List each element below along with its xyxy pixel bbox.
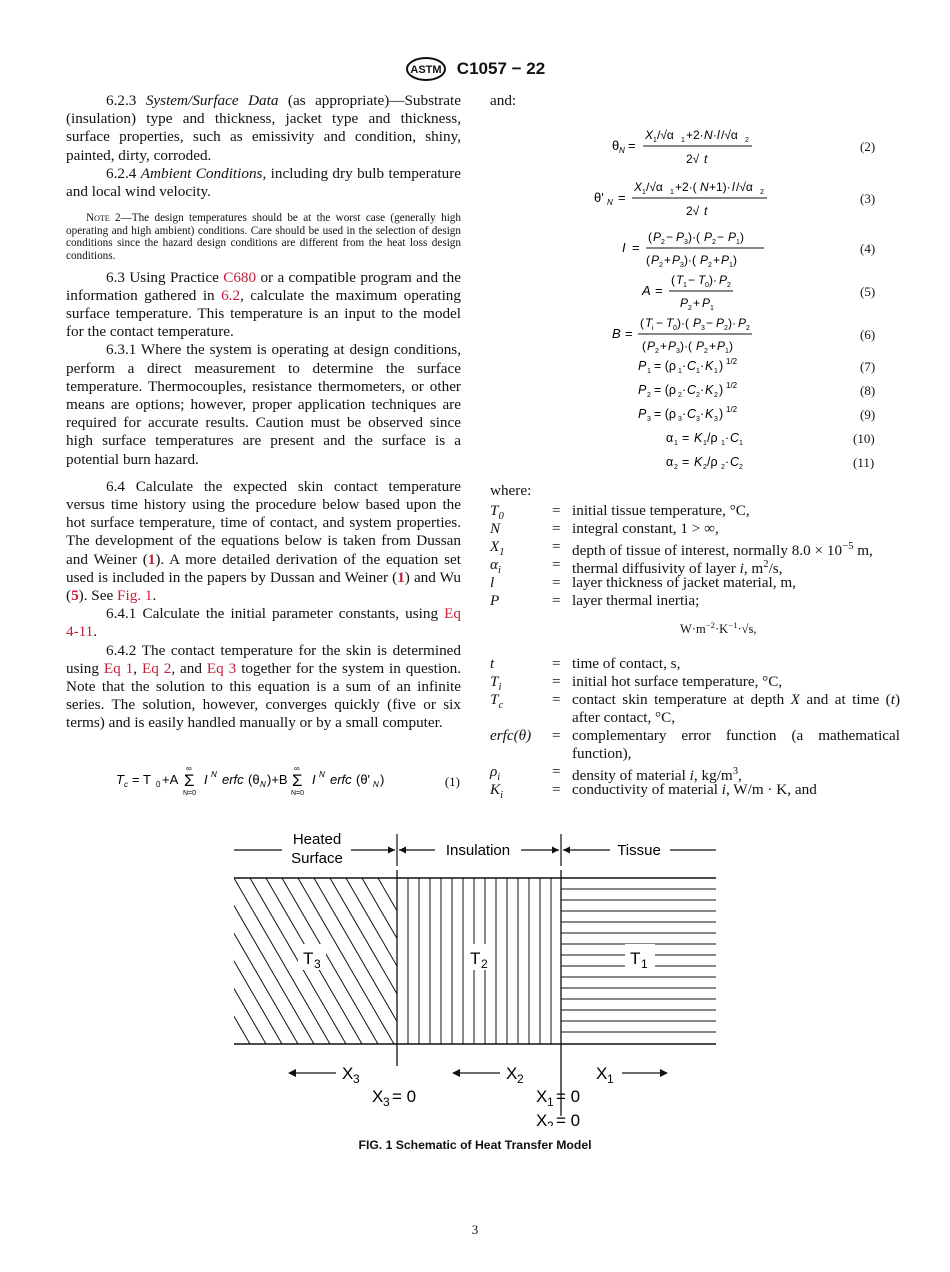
svg-text:3: 3 xyxy=(353,1072,360,1086)
svg-text:): ) xyxy=(733,253,737,267)
svg-text:P: P xyxy=(704,230,713,244)
svg-text:2: 2 xyxy=(704,348,708,355)
svg-text:P: P xyxy=(638,383,647,397)
equation-number-4: (4) xyxy=(860,241,876,256)
svg-text:1: 1 xyxy=(674,440,678,447)
svg-text:P: P xyxy=(668,339,677,353)
svg-text:N=0: N=0 xyxy=(183,790,197,796)
link-section-6-2[interactable]: 6.2 xyxy=(221,286,241,304)
equation-4 xyxy=(622,230,764,269)
svg-text:X: X xyxy=(536,1111,548,1126)
svg-text:P: P xyxy=(651,253,660,267)
svg-text:K: K xyxy=(694,455,703,469)
svg-text:(: ( xyxy=(642,339,646,353)
svg-text:3: 3 xyxy=(676,348,680,355)
svg-text:=: = xyxy=(632,240,640,255)
svg-text:C: C xyxy=(687,359,697,373)
svg-text:0: 0 xyxy=(673,325,677,332)
svg-text:): ) xyxy=(719,383,724,397)
svg-text:2: 2 xyxy=(647,392,651,399)
svg-text:K: K xyxy=(694,431,703,445)
document-id: C1057 − 22 xyxy=(456,59,546,78)
svg-text:·: · xyxy=(725,431,730,445)
svg-text:·: · xyxy=(682,359,687,373)
svg-text:1: 1 xyxy=(729,262,733,269)
svg-text:2√: 2√ xyxy=(686,204,700,218)
svg-text:θ': θ' xyxy=(594,190,604,205)
svg-text:2: 2 xyxy=(724,325,728,332)
svg-text:=: = xyxy=(628,138,636,153)
heat-transfer-schematic xyxy=(230,826,720,1126)
svg-text:P: P xyxy=(638,359,647,373)
equation-3 xyxy=(594,180,767,218)
svg-text:)·(: )·( xyxy=(688,230,700,244)
and-label: and: xyxy=(490,92,517,109)
svg-text:X: X xyxy=(596,1064,608,1083)
svg-text:P: P xyxy=(717,339,726,353)
svg-text:/ρ: /ρ xyxy=(707,431,718,445)
svg-text:t: t xyxy=(704,204,708,218)
svg-text:P: P xyxy=(738,316,747,330)
svg-text:3: 3 xyxy=(714,416,718,423)
svg-text:): ) xyxy=(740,230,744,244)
ref-1[interactable]: 1 xyxy=(147,550,156,568)
svg-text:1: 1 xyxy=(721,440,725,447)
svg-text:P: P xyxy=(728,230,737,244)
svg-text:1/2: 1/2 xyxy=(726,381,738,390)
svg-text:+2·: +2· xyxy=(686,128,704,142)
equation-5 xyxy=(641,273,733,312)
svg-text:Σ: Σ xyxy=(292,771,303,790)
svg-text:2: 2 xyxy=(712,239,716,246)
svg-text:2: 2 xyxy=(745,137,749,144)
svg-text:·: · xyxy=(700,383,705,397)
equation-2 xyxy=(612,128,752,166)
svg-text:1: 1 xyxy=(607,1072,614,1086)
svg-text:N: N xyxy=(319,770,325,779)
svg-text:2: 2 xyxy=(688,305,692,312)
svg-text:P: P xyxy=(721,253,730,267)
equations-2-11 xyxy=(490,118,900,523)
svg-text:−: − xyxy=(688,273,696,287)
svg-text:ASTM: ASTM xyxy=(410,64,442,76)
svg-text:P: P xyxy=(638,407,647,421)
svg-text:2: 2 xyxy=(746,325,750,332)
svg-text:=: = xyxy=(625,326,633,341)
svg-text:= T: = T xyxy=(132,772,151,787)
svg-text:X: X xyxy=(372,1087,384,1106)
svg-text:2: 2 xyxy=(696,392,700,399)
svg-text:·: · xyxy=(682,407,687,421)
svg-text:+A: +A xyxy=(162,772,179,787)
svg-text:T: T xyxy=(470,949,481,968)
def-row-tc: $T_c$ = contact skin temperature at depth X and at time (t) after contact, °C, xyxy=(490,691,900,726)
link-eq-3[interactable]: Eq 3 xyxy=(206,659,237,677)
left-column xyxy=(66,92,461,733)
svg-text:= (ρ: = (ρ xyxy=(654,359,677,373)
svg-text:2: 2 xyxy=(678,392,682,399)
svg-text:T: T xyxy=(645,316,653,330)
svg-text:P: P xyxy=(702,296,711,310)
svg-text:A: A xyxy=(642,283,651,298)
svg-text:I: I xyxy=(622,240,626,255)
thermal-inertia-units: $W\cdot m^{-2}\cdot K^{-1}\cdot√s$, xyxy=(680,620,757,637)
svg-text:P: P xyxy=(647,339,656,353)
svg-text:α: α xyxy=(666,455,674,469)
svg-text:=: = xyxy=(618,190,626,205)
svg-text:)+B: )+B xyxy=(267,772,288,787)
svg-text:3: 3 xyxy=(696,416,700,423)
svg-text:l: l xyxy=(732,180,735,194)
svg-text:−: − xyxy=(706,316,714,330)
svg-text:I: I xyxy=(312,772,316,787)
page-header xyxy=(0,56,950,82)
paragraph-6-3-1: 6.3.1 Where the system is operating at design conditions, perform a direct measurement to determine the surface temperature. Thermocouples, resistance thermometers, or other means are options; however, proper application techniques are required for accurate results. Caution must be observed since high surface temperatures are present and the surface is a potential burn hazard. xyxy=(66,341,461,468)
svg-text:2: 2 xyxy=(708,262,712,269)
svg-text:1: 1 xyxy=(653,137,657,144)
svg-text:): ) xyxy=(380,772,385,787)
svg-text:T: T xyxy=(630,949,641,968)
svg-text:−: − xyxy=(717,230,725,244)
svg-text:·: · xyxy=(700,359,705,373)
svg-text:X: X xyxy=(506,1064,518,1083)
svg-text:2√: 2√ xyxy=(686,152,700,166)
equation-1-formula xyxy=(112,762,412,796)
svg-text:erfc: erfc xyxy=(330,772,352,787)
page-number: 3 xyxy=(471,1222,479,1237)
svg-text:T: T xyxy=(666,316,674,330)
svg-text:t: t xyxy=(704,152,708,166)
svg-text:1/2: 1/2 xyxy=(726,357,738,366)
figure-1 xyxy=(230,826,720,1126)
svg-text:2: 2 xyxy=(674,464,678,471)
svg-text:= (ρ: = (ρ xyxy=(654,407,677,421)
paragraph-6-2-4: 6.2.4 Ambient Conditions, including dry bulb temperature and local wind velocity. xyxy=(66,164,462,201)
svg-text:C: C xyxy=(687,407,697,421)
svg-text:X: X xyxy=(342,1064,354,1083)
svg-text:+1)·: +1)· xyxy=(709,180,731,194)
svg-text:(: ( xyxy=(671,273,675,287)
svg-text:=: = xyxy=(682,431,690,445)
equation-number-7: (7) xyxy=(860,359,876,374)
svg-text:+: + xyxy=(664,253,672,267)
equations-block xyxy=(490,118,900,523)
svg-text:C: C xyxy=(687,383,697,397)
svg-text:)·: )· xyxy=(728,316,736,330)
svg-text:Σ: Σ xyxy=(184,771,195,790)
equation-number-3: (3) xyxy=(860,191,876,206)
svg-text:P: P xyxy=(693,316,702,330)
svg-text:N: N xyxy=(704,128,713,142)
svg-text:∞: ∞ xyxy=(186,764,192,773)
svg-text:2: 2 xyxy=(703,464,707,471)
svg-text:/√α: /√α xyxy=(646,180,663,194)
equation-11 xyxy=(666,455,743,471)
svg-text:0: 0 xyxy=(705,282,709,289)
svg-text:K: K xyxy=(705,383,714,397)
svg-text:): ) xyxy=(719,359,724,373)
equation-number-5: (5) xyxy=(860,284,876,299)
svg-text:Surface: Surface xyxy=(291,850,343,867)
svg-text:3: 3 xyxy=(314,957,321,971)
svg-text:)·(: )·( xyxy=(677,316,689,330)
svg-text:N: N xyxy=(373,780,379,789)
equation-number-10: (10) xyxy=(853,431,875,446)
svg-text:+: + xyxy=(713,253,721,267)
equation-8 xyxy=(638,381,738,399)
svg-text:P: P xyxy=(700,253,709,267)
equation-9 xyxy=(638,405,738,423)
svg-text:T: T xyxy=(303,949,314,968)
svg-text:2: 2 xyxy=(760,189,764,196)
svg-text:α: α xyxy=(666,431,674,445)
equation-number-8: (8) xyxy=(860,383,876,398)
svg-text:Tissue: Tissue xyxy=(617,842,661,859)
svg-text:)·: )· xyxy=(709,273,717,287)
svg-text:=: = xyxy=(682,455,690,469)
note-2: Note 2—The design temperatures should be at the worst case (generally high operating and high ambient) conditions. Care should be used in the selection of design conditions since the hazard design conditions are different from the heat loss design conditions. xyxy=(66,212,461,262)
def-row-p: P = layer thermal inertia; xyxy=(490,592,700,609)
svg-text:∞: ∞ xyxy=(294,764,300,773)
svg-text:X: X xyxy=(536,1087,548,1106)
svg-text:erfc: erfc xyxy=(222,772,244,787)
paragraph-6-4-1: 6.4.1 Calculate the initial parameter constants, using Eq 4-11. xyxy=(66,605,461,641)
svg-text:N: N xyxy=(260,780,266,789)
svg-text:= 0: = 0 xyxy=(556,1111,581,1126)
svg-text:2: 2 xyxy=(547,1119,554,1126)
svg-text:P: P xyxy=(719,273,728,287)
svg-text:1: 1 xyxy=(678,368,682,375)
svg-text:1: 1 xyxy=(736,239,740,246)
svg-text:N=0: N=0 xyxy=(291,790,305,796)
def-row-rho: $\rho_i$ = density of material i, $kg/m^3$, xyxy=(490,763,742,785)
svg-text:Insulation: Insulation xyxy=(445,842,511,859)
svg-text:(: ( xyxy=(646,253,650,267)
svg-text:+: + xyxy=(693,296,701,310)
svg-text:3: 3 xyxy=(701,325,705,332)
svg-text:i: i xyxy=(652,325,654,332)
svg-text:B: B xyxy=(612,326,621,341)
equation-7 xyxy=(638,357,738,375)
svg-text:/√α: /√α xyxy=(736,180,753,194)
svg-text:+: + xyxy=(660,339,668,353)
figure-caption: FIG. 1 Schematic of Heat Transfer Model xyxy=(358,1138,592,1152)
svg-text:2: 2 xyxy=(739,464,743,471)
svg-text:/ρ: /ρ xyxy=(707,455,718,469)
svg-text:P: P xyxy=(676,230,685,244)
svg-text:=: = xyxy=(655,283,663,298)
svg-text:1: 1 xyxy=(696,368,700,375)
def-row-n: N = integral constant, 1 > ∞, xyxy=(490,520,719,537)
svg-text:2: 2 xyxy=(661,239,665,246)
svg-text:l: l xyxy=(717,128,720,142)
svg-text:·: · xyxy=(700,407,705,421)
def-row-l: l = layer thickness of jacket material, m, xyxy=(490,574,796,591)
def-row-t: t = time of contact, s, xyxy=(490,655,681,672)
link-eq-1[interactable]: Eq 1 xyxy=(103,659,134,677)
svg-text:1: 1 xyxy=(683,282,687,289)
svg-text:1: 1 xyxy=(641,957,648,971)
svg-text:(: ( xyxy=(648,230,652,244)
svg-text:P: P xyxy=(696,339,705,353)
svg-text:2: 2 xyxy=(517,1072,524,1086)
svg-text:1: 1 xyxy=(647,368,651,375)
svg-text:3: 3 xyxy=(680,262,684,269)
paragraph-6-4: 6.4 Calculate the expected skin contact temperature versus time history using the procedure below based upon the hot surface temperature, time of contact, and system properties. The development of the equations below is taken from Dussan and Weiner (1). A more detailed derivation of the equation set used is included in the papers by Dussan and Weiner (1) and Wu (5). See Fig. 1. xyxy=(66,477,461,605)
link-c680[interactable]: C680 xyxy=(223,268,257,286)
svg-text:θ: θ xyxy=(612,138,620,153)
svg-text:T: T xyxy=(676,273,684,287)
svg-text:X: X xyxy=(634,180,643,194)
svg-text:2: 2 xyxy=(714,392,718,399)
link-eq-2[interactable]: Eq 2 xyxy=(141,659,172,677)
svg-text:·: · xyxy=(725,455,730,469)
svg-text:1: 1 xyxy=(714,368,718,375)
svg-text:(θ': (θ' xyxy=(356,772,371,787)
svg-text:1/2: 1/2 xyxy=(726,405,738,414)
svg-text:N: N xyxy=(211,770,217,779)
svg-text:1: 1 xyxy=(642,189,646,196)
svg-text:C: C xyxy=(730,431,740,445)
svg-text:3: 3 xyxy=(647,416,651,423)
svg-text:P: P xyxy=(672,253,681,267)
svg-text:K: K xyxy=(705,359,714,373)
equation-6 xyxy=(612,316,752,355)
svg-text:3: 3 xyxy=(684,239,688,246)
link-eq-4-11[interactable]: Eq 4-11 xyxy=(66,605,461,641)
svg-text:−: − xyxy=(666,230,674,244)
where-label: where: xyxy=(490,482,532,499)
svg-text:C: C xyxy=(730,455,740,469)
equation-1-number: (1) xyxy=(444,774,460,789)
def-row-t0: $T_0$ = initial tissue temperature, °C, xyxy=(490,502,750,523)
svg-text:+2·(: +2·( xyxy=(675,180,697,194)
equation-10 xyxy=(666,431,743,447)
equation-number-2: (2) xyxy=(860,139,876,154)
svg-text:)·(: )·( xyxy=(684,253,696,267)
svg-text:)·(: )·( xyxy=(680,339,692,353)
svg-text:Heated: Heated xyxy=(292,831,342,848)
svg-text:−: − xyxy=(656,316,664,330)
svg-text:2: 2 xyxy=(659,262,663,269)
def-row-ti: $T_i$ = initial hot surface temperature, °C, xyxy=(490,673,783,694)
astm-logo-icon xyxy=(405,56,447,82)
svg-text:·: · xyxy=(682,383,687,397)
svg-text:3: 3 xyxy=(383,1095,390,1109)
def-row-alpha: $\alpha_i$ = thermal diffusivity of layer i, $m^2/s$, xyxy=(490,556,783,578)
svg-text:= (ρ: = (ρ xyxy=(654,383,677,397)
svg-text:1: 1 xyxy=(681,137,685,144)
svg-text:2: 2 xyxy=(721,464,725,471)
def-row-k: $K_i$ = conductivity of material i, W/m · K, and xyxy=(490,781,817,802)
svg-text:/√α: /√α xyxy=(721,128,738,142)
svg-text:N: N xyxy=(619,146,625,155)
equation-number-6: (6) xyxy=(860,327,876,342)
def-row-x1: $X_1$ = depth of tissue of interest, normally $8.0 \times 10^{-5}$ m, xyxy=(490,538,873,560)
svg-text:1: 1 xyxy=(703,440,707,447)
svg-text:P: P xyxy=(653,230,662,244)
svg-text:(θ: (θ xyxy=(248,772,260,787)
svg-text:·: · xyxy=(713,128,717,142)
svg-text:1: 1 xyxy=(710,305,714,312)
svg-text:P: P xyxy=(716,316,725,330)
svg-text:): ) xyxy=(729,339,733,353)
svg-text:K: K xyxy=(705,407,714,421)
svg-text:0: 0 xyxy=(156,780,161,789)
svg-text:= 0: = 0 xyxy=(556,1087,581,1106)
svg-text:2: 2 xyxy=(481,957,488,971)
svg-text:1: 1 xyxy=(739,440,743,447)
paragraph-6-3: 6.3 Using Practice C680 or a compatible program and the information gathered in 6.2, calculate the maximum operating surface temperature. This temperature is an input to the model for the contact temperature. xyxy=(66,268,461,341)
svg-text:1: 1 xyxy=(547,1095,554,1109)
paragraph-6-4-2: 6.4.2 The contact temperature for the skin is determined using Eq 1, Eq 2, and Eq 3 together for the system in question. Note that the solution to this equation is a sum of an infinite series. The solution, however, converges quickly (five or six terms) and is easily handled manually or by a small computer. xyxy=(66,641,462,732)
svg-text:N: N xyxy=(700,180,709,194)
svg-text:c: c xyxy=(124,780,128,789)
svg-text:I: I xyxy=(204,772,208,787)
ref-1b[interactable]: 1 xyxy=(397,568,405,586)
svg-text:2: 2 xyxy=(655,348,659,355)
svg-text:1: 1 xyxy=(725,348,729,355)
svg-text:T: T xyxy=(698,273,706,287)
paragraph-6-2-3: 6.2.3 System/Surface Data (as appropriate)—Substrate (insulation) type and thickness, jacket type and thickness, surface properties, such as emissivity and condition, shiny, painted, dirty, corroded. xyxy=(66,92,461,164)
svg-text:+: + xyxy=(709,339,717,353)
svg-text:1: 1 xyxy=(670,189,674,196)
svg-text:2: 2 xyxy=(727,282,731,289)
link-fig-1[interactable]: Fig. 1 xyxy=(117,587,153,605)
svg-text:N: N xyxy=(607,198,613,207)
svg-text:): ) xyxy=(719,407,724,421)
svg-text:X: X xyxy=(645,128,654,142)
svg-text:P: P xyxy=(680,296,689,310)
ref-5[interactable]: 5 xyxy=(71,587,79,605)
def-row-erfc: erfc(θ) = complementary error function (a mathematical function), xyxy=(490,727,900,762)
equation-1 xyxy=(112,762,462,796)
svg-text:(: ( xyxy=(640,316,644,330)
svg-text:= 0: = 0 xyxy=(392,1087,417,1106)
equation-number-11: (11) xyxy=(853,455,875,470)
equation-number-9: (9) xyxy=(860,407,876,422)
svg-text:3: 3 xyxy=(678,416,682,423)
svg-text:/√α: /√α xyxy=(657,128,674,142)
svg-text:T: T xyxy=(116,772,124,787)
